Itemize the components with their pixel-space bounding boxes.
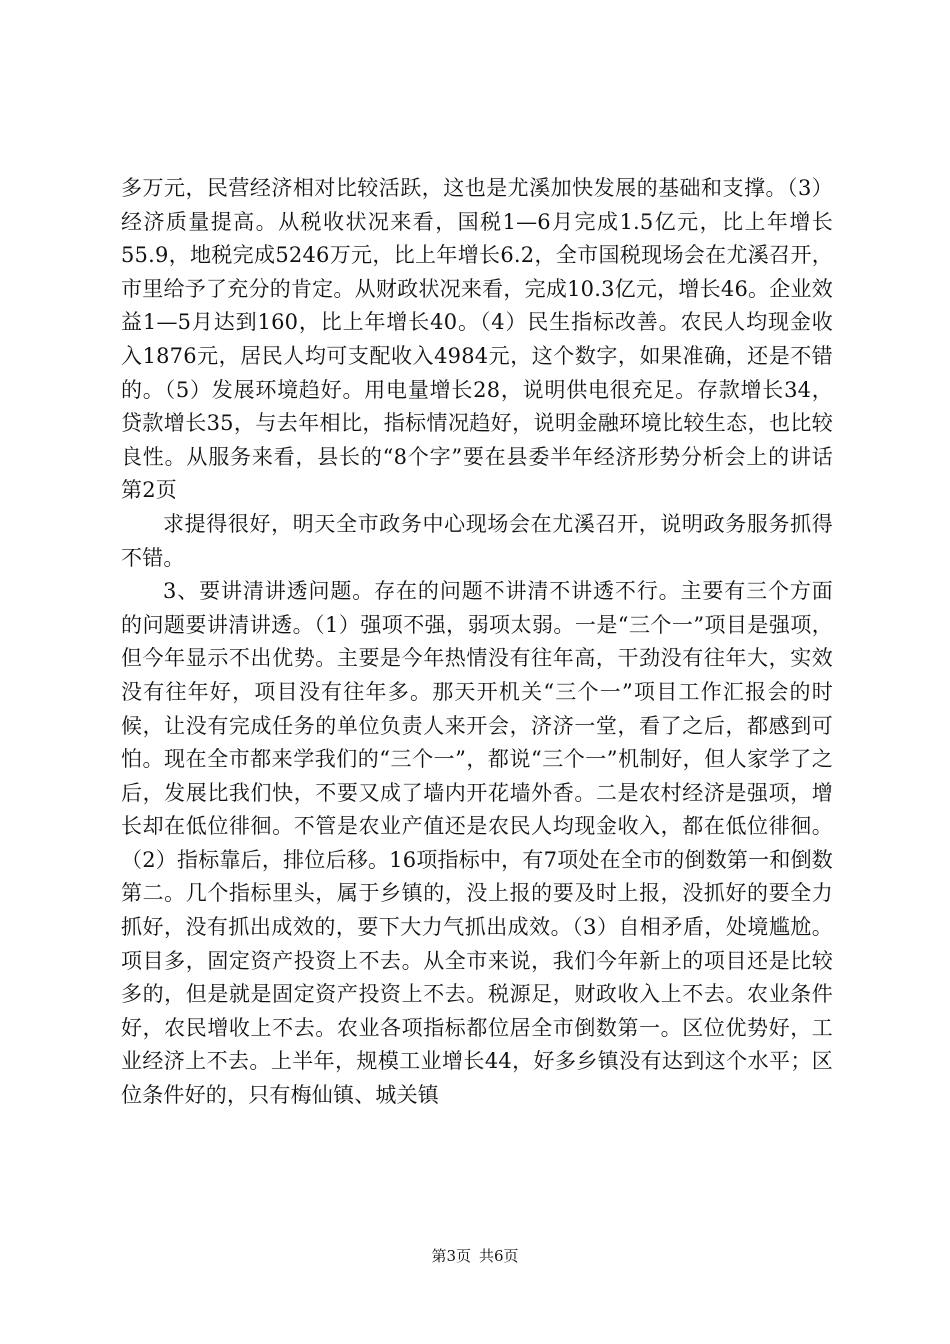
document-body: [121, 172, 833, 1113]
page-footer: [0, 1246, 950, 1266]
paragraph-2: 求提得很好，明天全市政务中心现场会在尤溪召开，说明政务服务抓得不错。: [121, 511, 833, 570]
paragraph-3: 3、要讲清讲透问题。存在的问题不讲清不讲透不行。主要有三个方面的问题要讲清讲透。（1）强项不强，弱项太弱。一是“三个一”项目是强项，但今年显示不出优势。主要是今年热情没有往年高，干劲没有往年大，实效没有往年好，项目没有往年多。那天开机关“三个一”项目工作汇报会的时候，让没有完成任务的单位负责人来开会，济济一堂，看了之后，都感到可怕。现在全市都来学我们的“三个一”，都说“三个一”机制好，但人家学了之后，发展比我们快，不要又成了墙内开花墙外香。二是农村经济是强项，增长却在低位徘徊。不管是农业产值还是农民人均现金收入，都在低位徘徊。（2）指标靠后，排位后移。16项指标中，有7项处在全市的倒数第一和倒数第二。几个指标里头，属于乡镇的，没上报的要及时上报，没抓好的要全力抓好，没有抓出成效的，要下大力气抓出成效。（3）自相矛盾，处境尴尬。项目多，固定资产投资上不去。从全市来说，我们今年新上的项目还是比较多的，但是就是固定资产投资上不去。税源足，财政收入上不去。农业条件好，农民增收上不去。农业各项指标都位居全市倒数第一。区位优势好，工业经济上不去。上半年，规模工业增长44，好多乡镇没有达到这个水平；区位条件好的，只有梅仙镇、城关镇: [121, 579, 833, 1108]
page-number-current: 第3页: [431, 1247, 471, 1265]
page-number-total: 共6页: [479, 1247, 519, 1265]
paragraph-1: 多万元，民营经济相对比较活跃，这也是尤溪加快发展的基础和支撑。（3）经济质量提高。从税收状况来看，国税1—6月完成1.5亿元，比上年增长55.9，地税完成5246万元，比上年增长6.2，全市国税现场会在尤溪召开，市里给予了充分的肯定。从财政状况来看，完成10.3亿元，增长46。企业效益1—5月达到160，比上年增长40。（4）民生指标改善。农民人均现金收入1876元，居民人均可支配收入4984元，这个数字，如果准确，还是不错的。（5）发展环境趋好。用电量增长28，说明供电很充足。存款增长34，贷款增长35，与去年相比，指标情况趋好，说明金融环境比较生态，也比较良性。从服务来看，县长的“8个字”要在县委半年经济形势分析会上的讲话第2页: [121, 176, 833, 503]
